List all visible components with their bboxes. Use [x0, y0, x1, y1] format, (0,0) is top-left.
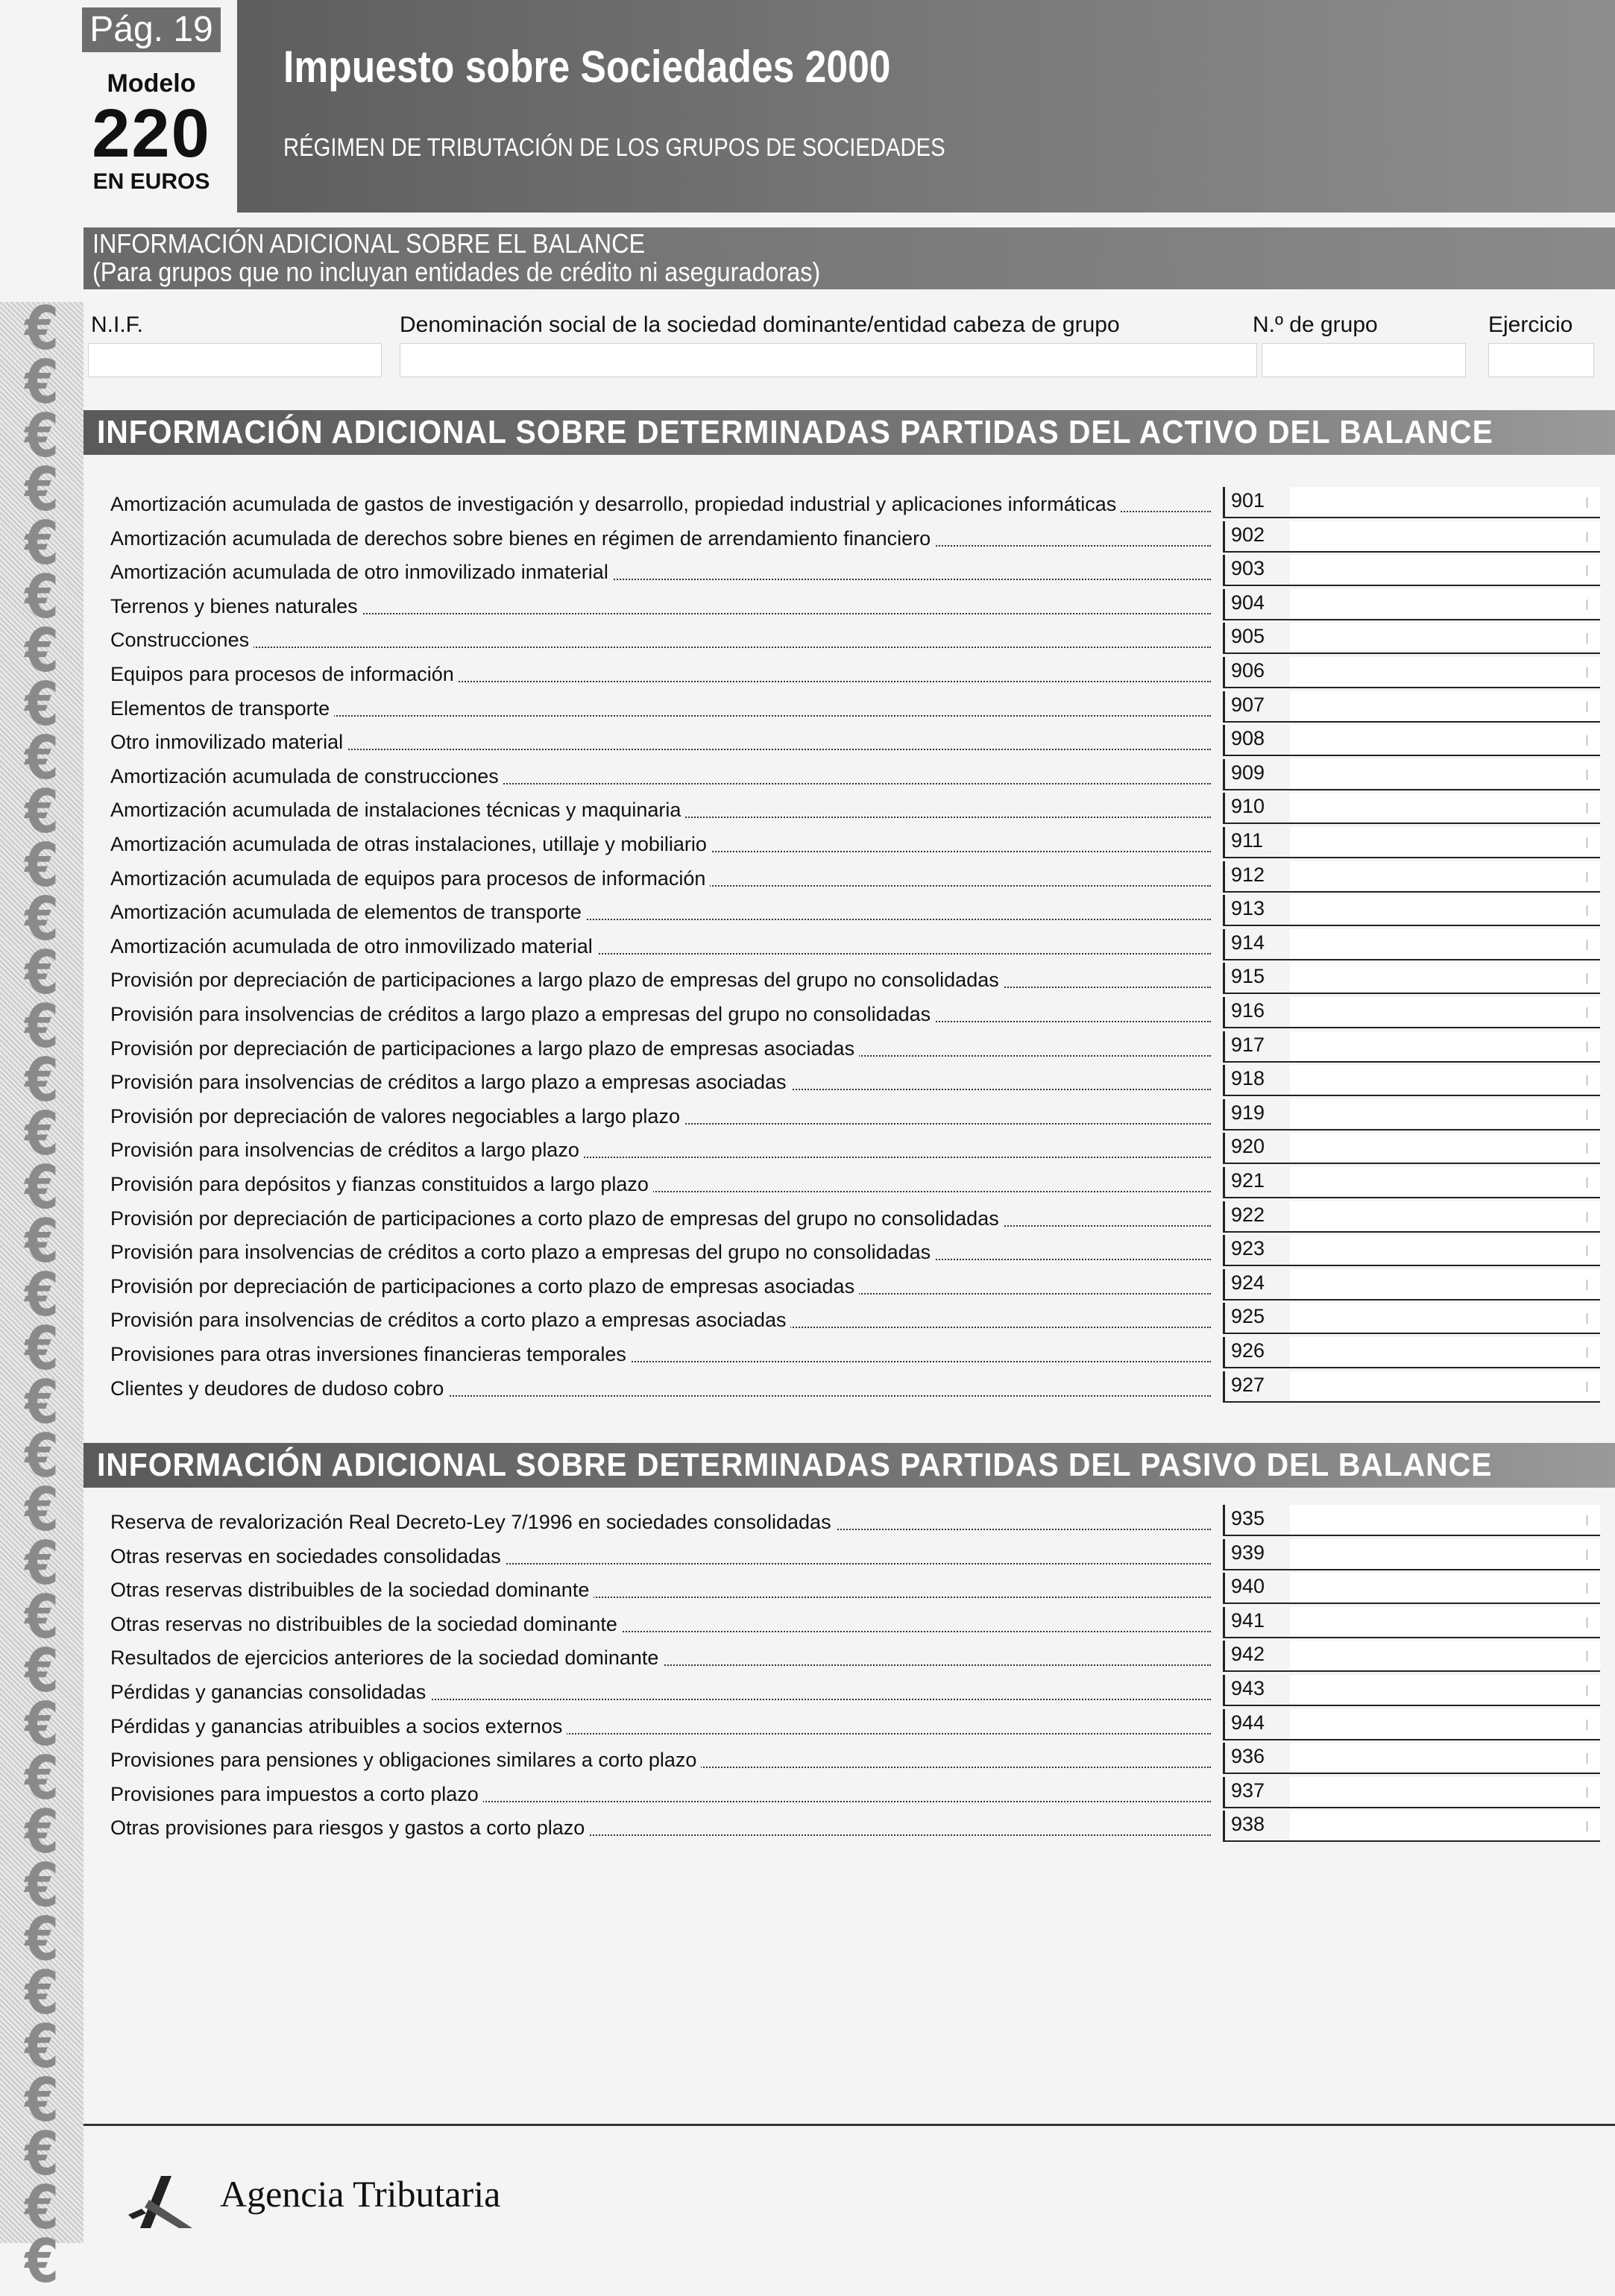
- form-row: [110, 1709, 1602, 1742]
- form-row: [110, 1065, 1602, 1098]
- euro-glyph: €: [25, 347, 59, 417]
- euro-glyph: €: [25, 1905, 59, 1974]
- row-label-area: [110, 1679, 1211, 1705]
- euro-glyph: €: [25, 777, 59, 846]
- grupo-label: N.º de grupo: [1253, 312, 1378, 337]
- euro-glyph: €: [25, 1529, 59, 1598]
- row-label: Provisiones para otras inversiones financieras temporales: [110, 1343, 631, 1365]
- form-row: [110, 1337, 1602, 1370]
- form-row: [110, 623, 1602, 655]
- row-label: Provisión para insolvencias de créditos a corto plazo a empresas asociadas: [110, 1309, 790, 1331]
- ejercicio-label: Ejercicio: [1488, 312, 1573, 337]
- row-label: Elementos de transporte: [110, 697, 334, 720]
- amount-field[interactable]: [1290, 1167, 1600, 1198]
- euro-glyph: €: [25, 562, 59, 632]
- row-label-area: [110, 661, 1211, 687]
- row-label-area: [110, 1274, 1211, 1299]
- euro-pattern-strip: [0, 294, 84, 2296]
- form-row: [110, 1303, 1602, 1336]
- euro-glyph: €: [25, 1045, 59, 1115]
- amount-field[interactable]: [1290, 1777, 1600, 1808]
- row-code: 938: [1223, 1811, 1290, 1842]
- row-label-area: [110, 1036, 1211, 1061]
- form-row: [110, 1641, 1602, 1673]
- row-label: Otro inmovilizado material: [110, 731, 347, 753]
- amount-field[interactable]: [1290, 1743, 1600, 1774]
- form-row: [110, 1167, 1602, 1200]
- euro-glyph: €: [25, 1958, 59, 2028]
- row-label-area: [110, 1239, 1211, 1265]
- denominacion-label: Denominación social de la sociedad dominante/entidad cabeza de grupo: [400, 312, 1120, 337]
- currency-label: EN EUROS: [92, 169, 210, 194]
- row-code: 901: [1223, 487, 1290, 518]
- amount-field[interactable]: [1290, 963, 1600, 994]
- row-label: Equipos para procesos de información: [110, 663, 459, 685]
- row-label: Amortización acumulada de derechos sobre bienes en régimen de arrendamiento financiero: [110, 527, 935, 550]
- row-label-area: [110, 934, 1211, 959]
- row-label: Otras reservas distribuibles de la sociedad dominante: [110, 1579, 594, 1601]
- form-row: [110, 1235, 1602, 1268]
- row-label: Provisión para depósitos y fianzas constituidos a largo plazo: [110, 1173, 653, 1195]
- pasivo-section-header: [84, 1443, 1615, 1488]
- amount-field[interactable]: [1290, 1201, 1600, 1233]
- row-code: 927: [1223, 1371, 1290, 1403]
- info-note: (Para grupos que no incluyan entidades de crédito ni aseguradoras): [92, 257, 821, 287]
- euro-glyph: €: [25, 938, 59, 1007]
- row-label: Resultados de ejercicios anteriores de la sociedad dominante: [110, 1646, 663, 1669]
- row-label-area: [110, 729, 1211, 755]
- row-label-area: [110, 1509, 1211, 1535]
- page-title: Impuesto sobre Sociedades 2000: [283, 42, 891, 92]
- euro-glyph: €: [25, 1851, 59, 1920]
- row-label: Amortización acumulada de elementos de transporte: [110, 901, 586, 923]
- row-label-area: [110, 526, 1211, 551]
- form-row: [110, 487, 1602, 520]
- form-row: [110, 827, 1602, 860]
- row-label: Construcciones: [110, 629, 254, 651]
- euro-glyph: €: [25, 670, 59, 739]
- amount-field[interactable]: [1290, 555, 1600, 586]
- amount-field[interactable]: [1290, 1133, 1600, 1164]
- form-row: [110, 759, 1602, 792]
- form-row: [110, 657, 1602, 690]
- form-row: [110, 691, 1602, 724]
- row-label-area: [110, 491, 1211, 517]
- amount-field[interactable]: [1290, 1099, 1600, 1130]
- amount-field[interactable]: [1290, 1709, 1600, 1740]
- row-code: 909: [1223, 759, 1290, 790]
- euro-glyph: €: [25, 884, 59, 954]
- row-label-area: [110, 1714, 1211, 1739]
- activo-section-title: INFORMACIÓN ADICIONAL SOBRE DETERMINADAS PARTIDAS DEL ACTIVO DEL BALANCE: [97, 414, 1493, 450]
- info-band: [84, 227, 1615, 289]
- row-label: Otras reservas no distribuibles de la sociedad dominante: [110, 1613, 622, 1635]
- euro-glyph: €: [25, 2119, 59, 2189]
- row-code: 940: [1223, 1573, 1290, 1604]
- row-label-area: [110, 1611, 1211, 1637]
- form-row: [110, 521, 1602, 554]
- row-label: Provisión para insolvencias de créditos a corto plazo a empresas del grupo no consolidadas: [110, 1241, 935, 1263]
- row-code: 918: [1223, 1065, 1290, 1096]
- row-code: 902: [1223, 521, 1290, 553]
- amount-field[interactable]: [1290, 861, 1600, 893]
- form-row: [110, 929, 1602, 962]
- form-row: [110, 793, 1602, 825]
- form-row: [110, 1505, 1602, 1538]
- row-code: 944: [1223, 1709, 1290, 1740]
- form-row: [110, 1133, 1602, 1166]
- amount-field[interactable]: [1290, 725, 1600, 756]
- euro-glyph: €: [25, 723, 59, 793]
- row-label: Terrenos y bienes naturales: [110, 595, 362, 617]
- row-code: 919: [1223, 1099, 1290, 1130]
- euro-glyph: €: [25, 992, 59, 1061]
- form-row: [110, 1371, 1602, 1404]
- row-label: Provisión por depreciación de participaciones a largo plazo de empresas asociadas: [110, 1037, 859, 1060]
- form-row: [110, 895, 1602, 928]
- form-row: [110, 1099, 1602, 1132]
- row-code: 920: [1223, 1133, 1290, 1164]
- euro-glyph: €: [25, 2227, 59, 2296]
- form-row: [110, 1811, 1602, 1843]
- row-label-area: [110, 1645, 1211, 1670]
- amount-field[interactable]: [1290, 691, 1600, 723]
- nif-label: N.I.F.: [91, 312, 144, 337]
- form-row: [110, 861, 1602, 894]
- euro-glyph: €: [25, 2012, 59, 2081]
- row-code: 937: [1223, 1777, 1290, 1808]
- euro-glyph: €: [25, 401, 59, 471]
- row-label-area: [110, 797, 1211, 823]
- form-row: [110, 589, 1602, 622]
- row-code: 917: [1223, 1031, 1290, 1063]
- amount-field[interactable]: [1290, 1303, 1600, 1334]
- row-label: Provisión por depreciación de participaciones a largo plazo de empresas del grupo no consolidadas: [110, 969, 1004, 991]
- row-label-area: [110, 967, 1211, 993]
- row-code: 905: [1223, 623, 1290, 654]
- euro-glyph: €: [25, 509, 59, 578]
- dotted-leader: [110, 647, 1211, 648]
- amount-field[interactable]: [1290, 1607, 1600, 1638]
- title-band: [237, 0, 1615, 213]
- row-code: 925: [1223, 1303, 1290, 1334]
- modelo-label: Modelo: [107, 69, 196, 98]
- row-label-area: [110, 627, 1211, 652]
- row-label-area: [110, 1781, 1211, 1807]
- row-label-area: [110, 1137, 1211, 1163]
- row-code: 922: [1223, 1201, 1290, 1233]
- euro-glyph: €: [25, 1743, 59, 1813]
- row-label: Provisión para insolvencias de créditos a largo plazo a empresas del grupo no consolidadas: [110, 1003, 935, 1025]
- form-row: [110, 1573, 1602, 1605]
- modelo-number: 220: [92, 95, 211, 172]
- row-label-area: [110, 1342, 1211, 1367]
- euro-glyph: €: [25, 2066, 59, 2135]
- row-label-area: [110, 1307, 1211, 1333]
- row-code: 939: [1223, 1539, 1290, 1570]
- row-label-area: [110, 1815, 1211, 1840]
- row-code: 941: [1223, 1607, 1290, 1638]
- amount-field[interactable]: [1290, 1573, 1600, 1604]
- euro-glyph: €: [25, 294, 59, 363]
- amount-field[interactable]: [1290, 1337, 1600, 1368]
- row-code: 923: [1223, 1235, 1290, 1266]
- euro-glyph: €: [25, 1797, 59, 1866]
- row-label: Amortización acumulada de otras instalaciones, utillaje y mobiliario: [110, 833, 711, 855]
- row-label-area: [110, 1544, 1211, 1569]
- amount-field[interactable]: [1290, 929, 1600, 960]
- amount-field[interactable]: [1290, 1539, 1600, 1570]
- euro-glyph: €: [25, 1690, 59, 1759]
- amount-field[interactable]: [1290, 487, 1600, 518]
- euro-glyph: €: [25, 1207, 59, 1276]
- row-label: Pérdidas y ganancias atribuibles a socios externos: [110, 1715, 567, 1737]
- row-label: Amortización acumulada de construcciones: [110, 765, 503, 787]
- activo-section-header: [84, 410, 1615, 455]
- row-label-area: [110, 899, 1211, 925]
- row-label-area: [110, 1069, 1211, 1095]
- row-label: Pérdidas y ganancias consolidadas: [110, 1681, 430, 1703]
- row-label: Otras provisiones para riesgos y gastos a corto plazo: [110, 1817, 589, 1839]
- row-code: 924: [1223, 1269, 1290, 1300]
- amount-field[interactable]: [1290, 1235, 1600, 1266]
- denominacion-field[interactable]: [400, 343, 1257, 377]
- grupo-field[interactable]: [1262, 343, 1466, 377]
- amount-field[interactable]: [1290, 657, 1600, 688]
- row-code: 903: [1223, 555, 1290, 586]
- euro-glyph: €: [25, 1260, 59, 1330]
- row-code: 904: [1223, 589, 1290, 620]
- row-label: Reserva de revalorización Real Decreto-Ley 7/1996 en sociedades consolidadas: [110, 1511, 836, 1533]
- euro-glyph: €: [25, 1153, 59, 1222]
- footer-divider: [84, 2124, 1615, 2126]
- info-title: INFORMACIÓN ADICIONAL SOBRE EL BALANCE: [92, 228, 646, 259]
- row-label: Provisión para insolvencias de créditos a largo plazo a empresas asociadas: [110, 1071, 791, 1093]
- row-code: 907: [1223, 691, 1290, 723]
- row-code: 921: [1223, 1167, 1290, 1198]
- row-code: 908: [1223, 725, 1290, 756]
- euro-glyph: €: [25, 1636, 59, 1705]
- row-label-area: [110, 831, 1211, 857]
- row-label-area: [110, 1747, 1211, 1773]
- euro-glyph: €: [25, 1582, 59, 1652]
- row-label-area: [110, 1001, 1211, 1027]
- row-label: Amortización acumulada de otro inmovilizado material: [110, 935, 597, 957]
- row-label-area: [110, 1104, 1211, 1129]
- modelo-block: [82, 69, 221, 203]
- row-label-area: [110, 1171, 1211, 1197]
- row-label: Provisión por depreciación de participaciones a corto plazo de empresas del grupo no consolidadas: [110, 1207, 1004, 1230]
- amount-field[interactable]: [1290, 1065, 1600, 1096]
- row-label-area: [110, 1376, 1211, 1401]
- form-row: [110, 963, 1602, 996]
- euro-glyph: €: [25, 1099, 59, 1169]
- amount-field[interactable]: [1290, 1505, 1600, 1536]
- row-label: Provisión por depreciación de participaciones a corto plazo de empresas asociadas: [110, 1275, 859, 1298]
- row-code: 943: [1223, 1675, 1290, 1706]
- amount-field[interactable]: [1290, 1031, 1600, 1063]
- form-row: [110, 1201, 1602, 1234]
- row-code: 926: [1223, 1337, 1290, 1368]
- euro-glyph: €: [25, 1314, 59, 1383]
- row-label: Provisión para insolvencias de créditos a largo plazo: [110, 1139, 584, 1161]
- agencia-tributaria-logo-icon: [127, 2170, 198, 2230]
- form-row: [110, 1777, 1602, 1810]
- amount-field[interactable]: [1290, 589, 1600, 620]
- row-code: 911: [1223, 827, 1290, 858]
- agency-name: Agencia Tributaria: [220, 2173, 501, 2215]
- amount-field[interactable]: [1290, 1811, 1600, 1842]
- amount-field[interactable]: [1290, 521, 1600, 553]
- row-code: 936: [1223, 1743, 1290, 1774]
- form-row: [110, 997, 1602, 1030]
- form-row: [110, 725, 1602, 758]
- euro-glyph: €: [25, 1421, 59, 1491]
- amount-field[interactable]: [1290, 827, 1600, 858]
- form-row: [110, 1607, 1602, 1640]
- euro-glyph: €: [25, 2173, 59, 2242]
- amount-field[interactable]: [1290, 997, 1600, 1028]
- row-code: 935: [1223, 1505, 1290, 1536]
- ejercicio-field[interactable]: [1488, 343, 1594, 377]
- amount-field[interactable]: [1290, 793, 1600, 824]
- row-label: Amortización acumulada de gastos de investigación y desarrollo, propiedad industrial y aplicaciones informáticas: [110, 493, 1121, 515]
- row-label: Provisión por depreciación de valores negociables a largo plazo: [110, 1105, 684, 1127]
- row-label: Amortización acumulada de instalaciones técnicas y maquinaria: [110, 799, 685, 821]
- form-row: [110, 1031, 1602, 1064]
- row-code: 906: [1223, 657, 1290, 688]
- amount-field[interactable]: [1290, 1675, 1600, 1706]
- form-row: [110, 555, 1602, 588]
- form-row: [110, 1675, 1602, 1708]
- amount-field[interactable]: [1290, 1371, 1600, 1403]
- row-label-area: [110, 866, 1211, 891]
- form-row: [110, 1269, 1602, 1302]
- row-label: Provisiones para pensiones y obligaciones similares a corto plazo: [110, 1749, 701, 1771]
- euro-glyph: €: [25, 831, 59, 900]
- row-label-area: [110, 594, 1211, 619]
- form-row: [110, 1539, 1602, 1572]
- amount-field[interactable]: [1290, 623, 1600, 654]
- euro-glyph: €: [25, 1368, 59, 1437]
- form-row: [110, 1743, 1602, 1776]
- row-label: Provisiones para impuestos a corto plazo: [110, 1783, 483, 1805]
- row-label-area: [110, 559, 1211, 585]
- euro-glyph: €: [25, 455, 59, 524]
- amount-field[interactable]: [1290, 895, 1600, 926]
- row-label: Clientes y deudores de dudoso cobro: [110, 1377, 448, 1400]
- page-subtitle: RÉGIMEN DE TRIBUTACIÓN DE LOS GRUPOS DE SOCIEDADES: [283, 133, 945, 162]
- amount-field[interactable]: [1290, 759, 1600, 790]
- page-number: Pág. 19: [82, 7, 221, 52]
- amount-field[interactable]: [1290, 1269, 1600, 1300]
- row-code: 942: [1223, 1641, 1290, 1672]
- row-code: 915: [1223, 963, 1290, 994]
- row-label-area: [110, 1206, 1211, 1231]
- row-label: Amortización acumulada de otro inmovilizado inmaterial: [110, 561, 613, 583]
- euro-glyph: €: [25, 1475, 59, 1544]
- pasivo-section-title: INFORMACIÓN ADICIONAL SOBRE DETERMINADAS PARTIDAS DEL PASIVO DEL BALANCE: [97, 1447, 1493, 1483]
- row-label: Otras reservas en sociedades consolidadas: [110, 1545, 506, 1567]
- row-label-area: [110, 696, 1211, 721]
- row-label: Amortización acumulada de equipos para procesos de información: [110, 867, 710, 890]
- row-code: 912: [1223, 861, 1290, 893]
- amount-field[interactable]: [1290, 1641, 1600, 1672]
- euro-glyph: €: [25, 616, 59, 685]
- row-code: 913: [1223, 895, 1290, 926]
- row-code: 916: [1223, 997, 1290, 1028]
- row-code: 910: [1223, 793, 1290, 824]
- row-label-area: [110, 764, 1211, 789]
- row-label-area: [110, 1577, 1211, 1603]
- nif-field[interactable]: [88, 343, 382, 377]
- row-code: 914: [1223, 929, 1290, 960]
